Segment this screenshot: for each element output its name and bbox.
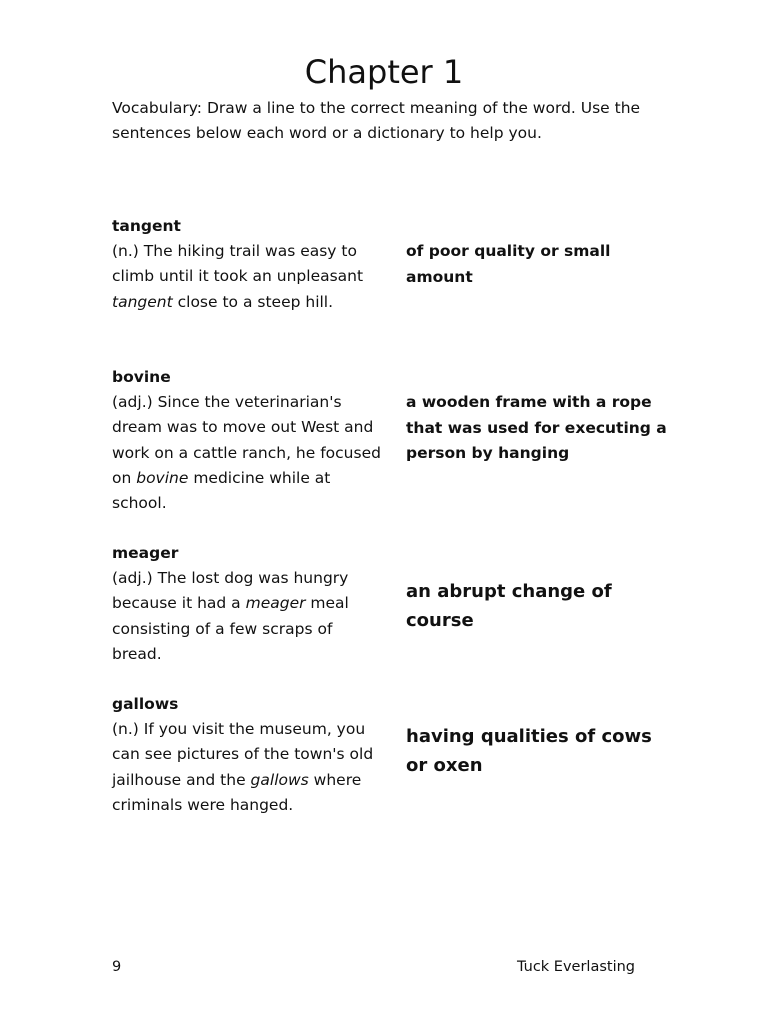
example-sentence: (n.) If you visit the museum, you can see pictures of the town's old jailhouse and the gallows where criminals were hanged. bbox=[112, 720, 374, 814]
word-entry-tangent bbox=[112, 214, 382, 315]
word-entry-meager bbox=[112, 541, 382, 667]
vocab-word: bovine bbox=[112, 368, 171, 386]
definition-1: of poor quality or small amount bbox=[406, 242, 611, 286]
vocab-word: gallows bbox=[112, 695, 179, 713]
definition-2: a wooden frame with a rope that was used for executing a person by hanging bbox=[406, 393, 667, 462]
vocab-word: meager bbox=[112, 544, 179, 562]
example-sentence: (adj.) Since the veterinarian's dream was to move out West and work on a cattle ranch, he focused on bovine medicine while at school. bbox=[112, 393, 381, 513]
instructions: Vocabulary: Draw a line to the correct meaning of the word. Use the sentences below each word or a dictionary to help you. bbox=[112, 99, 641, 142]
vocab-word: tangent bbox=[112, 217, 181, 235]
page-number: 9 bbox=[112, 959, 122, 975]
page-title: Chapter 1 bbox=[304, 53, 464, 91]
book-title: Tuck Everlasting bbox=[516, 959, 635, 975]
example-sentence: (n.) The hiking trail was easy to climb until it took an unpleasant tangent close to a steep hill. bbox=[112, 242, 364, 311]
definition-4: having qualities of cows or oxen bbox=[406, 726, 652, 776]
word-entry-gallows bbox=[112, 692, 382, 818]
word-entry-bovine bbox=[112, 365, 382, 516]
example-sentence: (adj.) The lost dog was hungry because it had a meager meal consisting of a few scraps of bread. bbox=[112, 569, 349, 663]
definition-3: an abrupt change of course bbox=[406, 581, 612, 631]
